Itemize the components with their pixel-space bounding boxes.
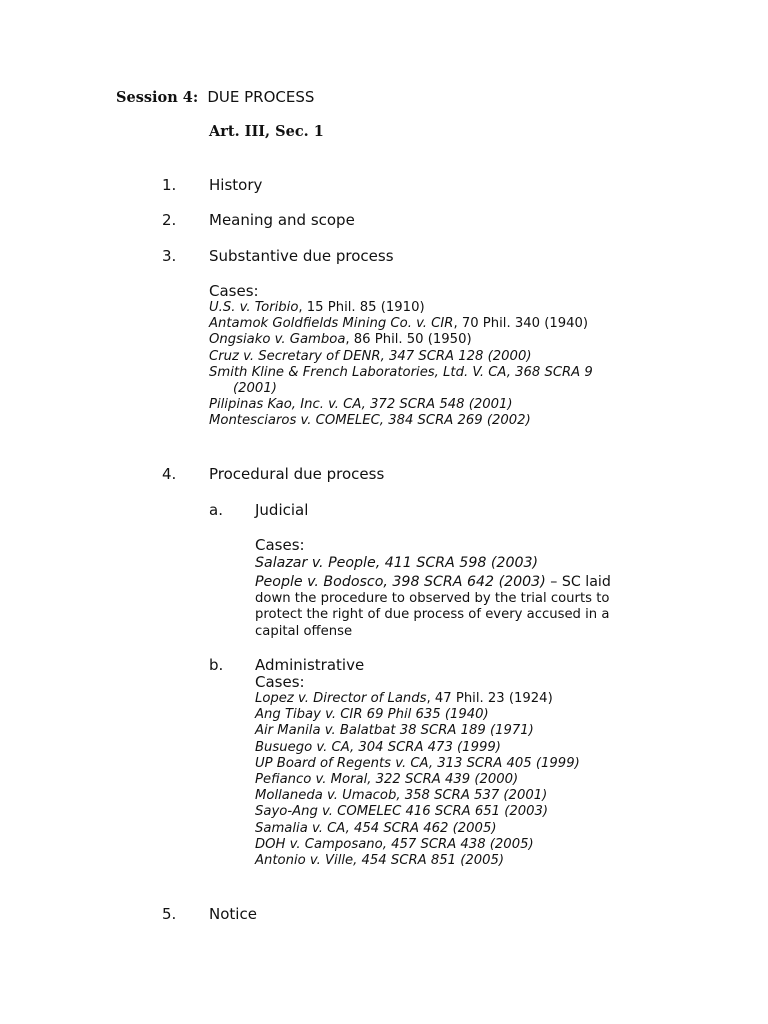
case-item: Ang Tibay v. CIR 69 Phil 635 (1940) (255, 707, 489, 723)
item-label-history: History (209, 176, 263, 194)
subitem-label-judicial: Judicial (255, 501, 309, 519)
item-label-procedural: Procedural due process (209, 465, 385, 483)
case-item: Antonio v. Ville, 454 SCRA 851 (2005) (255, 853, 505, 869)
item-number-5: 5. (162, 905, 177, 923)
cases-label: Cases: (255, 673, 305, 691)
case-item: Lopez v. Director of Lands, 47 Phil. 23 (1924) (255, 691, 553, 706)
case-item: Sayo-Ang v. COMELEC 416 SCRA 651 (2003) (255, 804, 549, 820)
case-item: Antamok Goldfields Mining Co. v. CIR, 70 Phil. 340 (1940) (209, 316, 589, 332)
case-item: People v. Bodosco, 398 SCRA 642 (2003) – SC laid (255, 573, 611, 590)
case-note-line: capital offense (255, 623, 353, 639)
item-number-2: 2. (162, 211, 177, 229)
substantive-cases (209, 282, 593, 430)
cases-label: Cases: (255, 536, 305, 554)
subitem-letter-a: a. (209, 501, 223, 519)
administrative-cases (255, 674, 580, 869)
item-label-notice: Notice (209, 905, 257, 923)
case-item: Mollaneda v. Umacob, 358 SCRA 537 (2001) (255, 788, 548, 804)
item-label-substantive: Substantive due process (209, 247, 394, 265)
session-title: DUE PROCESS (207, 88, 315, 106)
case-item: Salazar v. People, 411 SCRA 598 (2003) (255, 555, 539, 571)
article-heading: Art. III, Sec. 1 (209, 123, 324, 140)
case-item: Montesciaros v. COMELEC, 384 SCRA 269 (2002) (209, 413, 531, 429)
case-item: DOH v. Camposano, 457 SCRA 438 (2005) (255, 836, 534, 852)
judicial-cases (255, 536, 611, 640)
case-item: Pilipinas Kao, Inc. v. CA, 372 SCRA 548 (2001) (209, 397, 513, 413)
case-item: Smith Kline & French Laboratories, Ltd. V. CA, 368 SCRA 9 (209, 364, 593, 380)
case-item: Cruz v. Secretary of DENR, 347 SCRA 128 (2000) (209, 348, 532, 364)
session-heading (116, 87, 314, 106)
case-item: U.S. v. Toribio, 15 Phil. 85 (1910) (209, 300, 425, 315)
case-item: Pefianco v. Moral, 322 SCRA 439 (2000) (255, 772, 519, 788)
session-label: Session 4: (116, 89, 199, 106)
item-label-meaning: Meaning and scope (209, 211, 355, 229)
case-note-line: down the procedure to observed by the trial courts to (255, 591, 610, 606)
case-item: Ongsiako v. Gamboa, 86 Phil. 50 (1950) (209, 332, 472, 348)
subitem-letter-b: b. (209, 656, 224, 674)
item-number-4: 4. (162, 465, 177, 483)
case-item-continuation: (2001) (233, 381, 277, 397)
case-item: UP Board of Regents v. CA, 313 SCRA 405 (1999) (255, 755, 580, 771)
item-number-3: 3. (162, 247, 177, 265)
case-note-line: protect the right of due process of every accused in a (255, 607, 610, 623)
case-item: Busuego v. CA, 304 SCRA 473 (1999) (255, 739, 501, 755)
case-item: Air Manila v. Balatbat 38 SCRA 189 (1971) (255, 723, 534, 739)
subitem-label-administrative: Administrative (255, 656, 365, 674)
case-item: Samalia v. CA, 454 SCRA 462 (2005) (255, 820, 497, 836)
item-number-1: 1. (162, 176, 177, 194)
cases-label: Cases: (209, 282, 259, 300)
